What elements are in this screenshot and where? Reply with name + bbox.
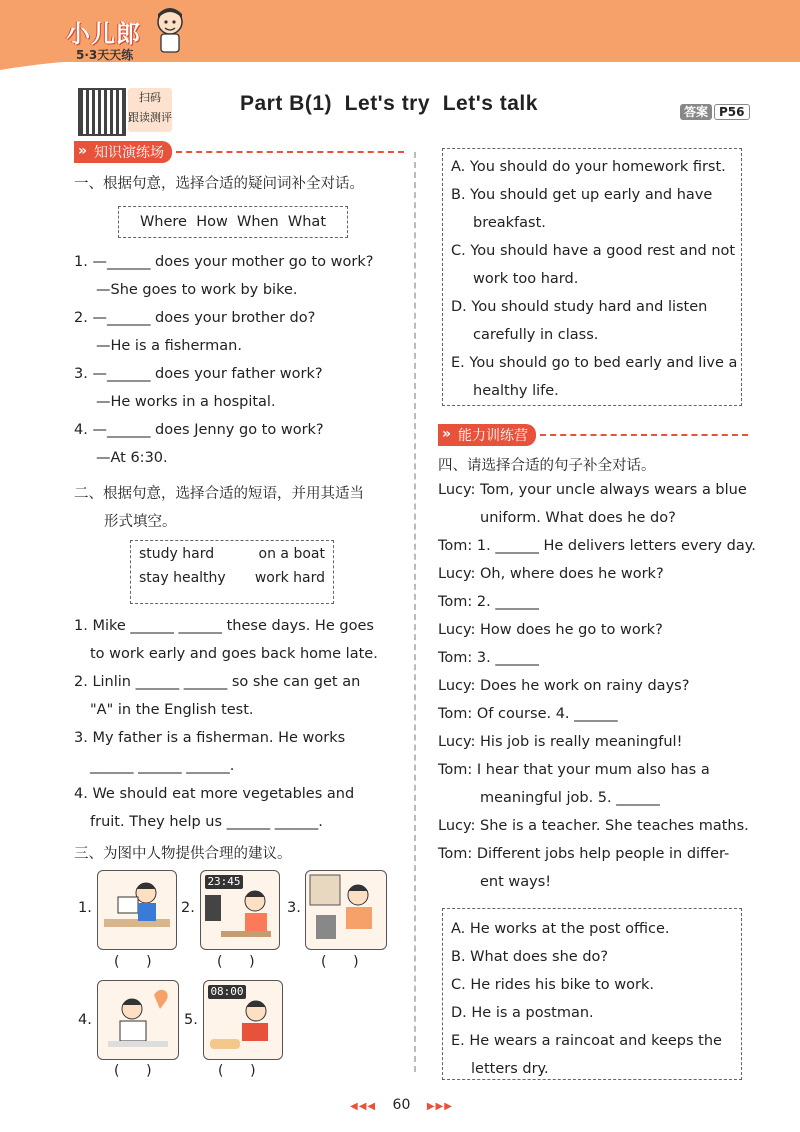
dialog-line-10: Tom: I hear that your mum also has a [438, 762, 710, 778]
right-arrows-icon: ▶▶▶ [426, 1101, 453, 1112]
answer-reference [680, 103, 750, 120]
pic-1-image [97, 870, 177, 950]
q1-item-3-answer: —He works in a hospital. [96, 394, 276, 410]
dialog-line-7: Lucy: Does he work on rainy days? [438, 678, 690, 694]
q1-item-1-question: 1. —______ does your mother go to work? [74, 254, 374, 270]
double-chevron-icon: » [78, 143, 88, 159]
clock-display: 08:00 [210, 985, 244, 998]
phrase-4: work hard [254, 570, 325, 586]
dialog-line-11: Lucy: She is a teacher. She teaches maths. [438, 818, 749, 834]
advice-option-e: E. You should go to bed early and live a [451, 355, 738, 371]
page-number: 60 [392, 1097, 411, 1113]
pic-2-answer-paren[interactable]: ( ) [217, 954, 255, 970]
dialog-line-1: Lucy: Tom, your uncle always wears a blue [438, 482, 747, 498]
brand-subtitle: 5·3天天练 [76, 48, 134, 62]
dialog-option-b: B. What does she do? [451, 949, 609, 965]
advice-option-c-cont: work too hard. [473, 271, 579, 287]
q2-item-4-line-2: fruit. They help us ______ ______. [90, 814, 323, 830]
q1-item-4-answer: —At 6:30. [96, 450, 168, 466]
q1-item-3-question: 3. —______ does your father work? [74, 366, 323, 382]
dialog-line-4: Tom: 2. ______ [438, 594, 539, 610]
advice-option-b-cont: breakfast. [473, 215, 546, 231]
pic-1-number: 1. [78, 900, 92, 916]
question-1-items [74, 254, 404, 478]
pic-5-image [203, 980, 283, 1060]
section-banner-knowledge [74, 141, 404, 163]
dialog-option-a: A. He works at the post office. [451, 921, 670, 937]
clock-display: 23:45 [207, 875, 241, 888]
dialog-option-c: C. He rides his bike to work. [451, 977, 654, 993]
q2-item-1-line-2: to work early and goes back home late. [90, 646, 378, 662]
pic-5-answer-paren[interactable]: ( ) [218, 1063, 256, 1079]
dialog-option-e: E. He wears a raincoat and keeps the [451, 1033, 722, 1049]
options-box-dialog [442, 908, 742, 1080]
q1-item-4-question: 4. —______ does Jenny go to work? [74, 422, 324, 438]
phrase-3: stay healthy [139, 570, 226, 586]
q2-item-4-line-1: 4. We should eat more vegetables and [74, 786, 355, 802]
dialog-line-3: Lucy: Oh, where does he work? [438, 566, 664, 582]
advice-option-b: B. You should get up early and have [451, 187, 713, 203]
dialog-line-2: Tom: 1. ______ He delivers letters every day. [438, 538, 756, 554]
phrase-2: on a boat [258, 546, 325, 562]
q1-item-1-answer: —She goes to work by bike. [96, 282, 298, 298]
dialog-option-e-cont: letters dry. [471, 1061, 549, 1077]
q2-item-3-line-2: ______ ______ ______. [90, 758, 235, 774]
advice-option-a: A. You should do your homework first. [451, 159, 726, 175]
q2-heading-line-1: 二、根据句意，选择合适的短语，并用其适当 [74, 486, 364, 502]
pic-4-number: 4. [78, 1012, 92, 1028]
mascot-icon [152, 6, 188, 56]
pic-4-image [97, 980, 179, 1060]
question-3-heading: 三、为图中人物提供合理的建议。 [74, 846, 292, 862]
q2-item-2-line-1: 2. Linlin ______ ______ so she can get an [74, 674, 361, 690]
answer-label: 答案 [680, 104, 712, 120]
page-footer [350, 1097, 453, 1113]
options-box-advice [442, 148, 742, 406]
pic-3-answer-paren[interactable]: ( ) [321, 954, 359, 970]
double-chevron-icon: » [442, 426, 452, 442]
dialog-option-d: D. He is a postman. [451, 1005, 594, 1021]
answer-page: P56 [714, 104, 750, 120]
dialog-line-1-cont: uniform. What does he do? [480, 510, 676, 526]
q2-heading-line-2: 形式填空。 [104, 514, 177, 530]
word-box: Where How When What [118, 206, 348, 238]
dialog-line-9: Lucy: His job is really meaningful! [438, 734, 683, 750]
advice-option-e-cont: healthy life. [473, 383, 559, 399]
pic-4-answer-paren[interactable]: ( ) [114, 1063, 152, 1079]
dialog-line-10-cont: meaningful job. 5. ______ [480, 790, 660, 806]
qr-label-line-1: 扫码 [139, 91, 161, 104]
pic-3-image [305, 870, 387, 950]
pic-2-number: 2. [181, 900, 195, 916]
dialog-line-5: Lucy: How does he go to work? [438, 622, 663, 638]
pic-2-image [200, 870, 280, 950]
pic-5-number: 5. [184, 1012, 198, 1028]
banner-label: 知识演练场 [94, 145, 164, 161]
qr-label [128, 88, 172, 132]
brand-logo: 小儿郎 [66, 20, 141, 48]
pic-3-number: 3. [287, 900, 301, 916]
dialog-line-6: Tom: 3. ______ [438, 650, 539, 666]
q1-item-2-answer: —He is a fisherman. [96, 338, 242, 354]
advice-option-d-cont: carefully in class. [473, 327, 599, 343]
phrase-box [130, 540, 334, 604]
qr-code[interactable] [78, 88, 126, 136]
left-arrows-icon: ◀◀◀ [350, 1101, 377, 1112]
question-2-heading [74, 480, 364, 536]
dialog [438, 482, 758, 902]
question-4-heading: 四、请选择合适的句子补全对话。 [438, 458, 656, 474]
banner-label: 能力训练营 [458, 428, 528, 444]
advice-option-c: C. You should have a good rest and not [451, 243, 736, 259]
dialog-line-8: Tom: Of course. 4. ______ [438, 706, 618, 722]
question-1-heading: 一、根据句意，选择合适的疑问词补全对话。 [74, 176, 364, 192]
page-title: Part B(1) Let's try Let's talk [240, 92, 538, 115]
advice-option-d: D. You should study hard and listen [451, 299, 708, 315]
dialog-line-12: Tom: Different jobs help people in differ- [438, 846, 730, 862]
pic-1-answer-paren[interactable]: ( ) [114, 954, 152, 970]
dialog-line-12-cont: ent ways! [480, 874, 552, 890]
section-banner-ability [438, 424, 748, 446]
column-divider [414, 152, 416, 1072]
q2-item-2-line-2: "A" in the English test. [90, 702, 254, 718]
phrase-1: study hard [139, 546, 215, 562]
question-2-items [74, 618, 404, 842]
q2-item-3-line-1: 3. My father is a fisherman. He works [74, 730, 346, 746]
qr-label-line-2: 跟读测评 [128, 111, 172, 124]
q2-item-1-line-1: 1. Mike ______ ______ these days. He goes [74, 618, 374, 634]
q1-item-2-question: 2. —______ does your brother do? [74, 310, 316, 326]
